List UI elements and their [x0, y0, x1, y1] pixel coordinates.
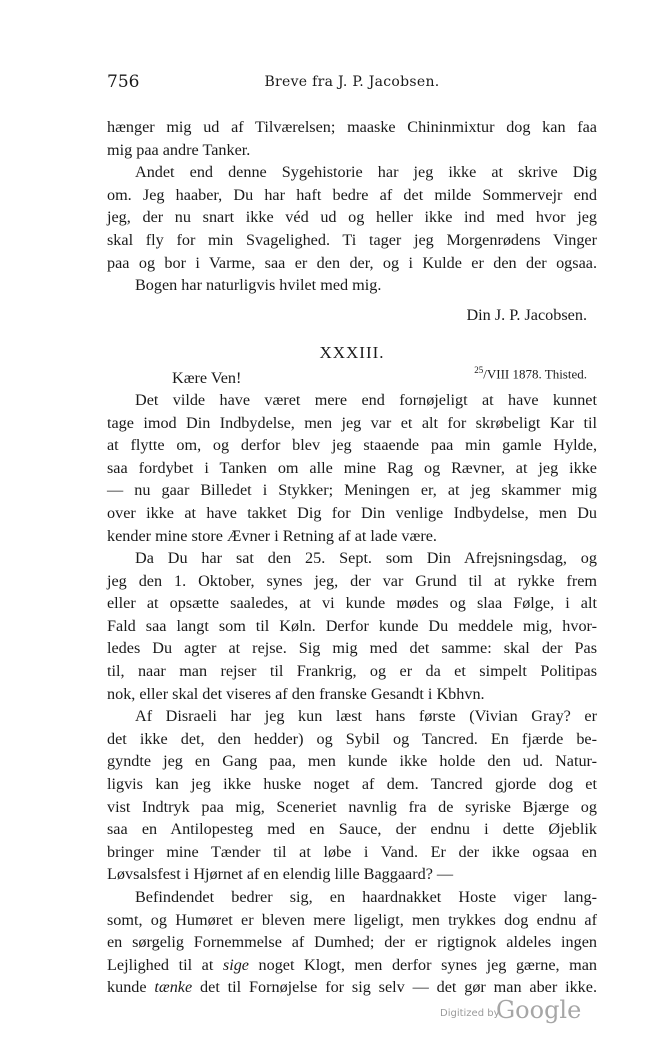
italic-word: tænke	[154, 978, 193, 997]
text-line: Det vilde have været mere end fornøjeligt at have kunnet	[135, 390, 597, 409]
text-line: Løvsalsfest i Hjørnet af en elendig lille Baggaard? —	[107, 865, 454, 884]
date-day: 25	[474, 364, 484, 375]
text-line: — nu gaar Billedet i Stykker; Meningen er, at jeg skammer mig	[107, 481, 597, 500]
signature: Din J. P. Jacobsen.	[466, 305, 587, 324]
page-number: 756	[107, 72, 140, 92]
italic-word: sige	[222, 955, 249, 974]
text-line: vist Indtryk paa mig, Sceneriet navnlig fra de syriske Bjærge og	[107, 797, 597, 816]
text-line: kender mine store Ævner i Retning af at lade være.	[107, 526, 437, 545]
text-line: ligvis kan jeg ikke huske noget af dem. Tancred gjorde dog et	[107, 775, 597, 794]
text-line: Bogen har naturligvis hvilet med mig.	[135, 276, 382, 295]
text-line: om. Jeg haaber, Du har haft bedre af det milde Sommervejr end	[107, 185, 597, 204]
date-rest: /VIII 1878. Thisted.	[483, 366, 587, 382]
salutation-row	[107, 365, 597, 389]
text-line: mig paa andre Tanker.	[107, 140, 251, 159]
text-segment: Lejlighed til at	[107, 955, 223, 974]
text-segment: noget Klogt, men derfor synes jeg gærne, man	[248, 955, 597, 974]
text-line: Da Du har sat den 25. Sept. som Din Afrejsningsdag, og	[135, 549, 597, 568]
text-line: jeg den 1. Oktober, synes jeg, der var Grund til at rykke frem	[107, 571, 597, 590]
text-line: jeg, der nu snart ikke véd ud og heller ikke ind med hvor jeg	[107, 208, 597, 227]
text-line: nok, eller skal det viseres af den franske Gesandt i Kbhvn.	[107, 684, 485, 703]
text-line: paa og bor i Varme, saa er den der, og i Kulde er den der ogsaa.	[107, 253, 597, 272]
text-line: eller at opsætte saaledes, at vi kunde mødes og slaa Følge, i alt	[107, 594, 597, 613]
letter-number: XXXIII.	[319, 343, 385, 363]
text-line: ledes Du agter at rejse. Sig mig med det samme: skal der Pas	[107, 639, 597, 658]
text-line: somt, og Humøret er bleven mere ligeligt, men trykkes dog endnu af	[107, 910, 597, 929]
digitized-by-label: Digitized by	[440, 1008, 500, 1019]
text-line	[107, 954, 597, 977]
text-line: over ikke at have takket Dig for Din venlige Indbydelse, men Du	[107, 503, 597, 522]
text-segment: kunde	[107, 978, 155, 997]
text-line: Befindendet bedrer sig, en haardnakket Hoste viger lang-	[135, 888, 597, 906]
google-logo: Google	[496, 996, 582, 1024]
text-line: Af Disraeli har jeg kun læst hans første (Vivian Gray? er	[135, 707, 597, 726]
digitized-watermark	[440, 994, 600, 1034]
text-line: Andet end denne Sygehistorie har jeg ikke at skrive Dig	[135, 163, 597, 182]
salutation: Kære Ven!	[172, 368, 242, 387]
text-segment: det til Fornøjelse for sig selv — det gør man aber ikke.	[192, 978, 597, 997]
text-line: gyndte jeg en Gang paa, men kunde ikke holde den ud. Natur-	[107, 752, 597, 771]
text-line: hænger mig ud af Tilværelsen; maaske Chininmixtur dog kan faa	[107, 118, 597, 136]
page-header	[107, 72, 597, 96]
text-line: at flytte om, og derfor blev jeg staaende paa min gamle Hylde,	[107, 436, 597, 455]
letter-text	[107, 116, 597, 999]
running-title: Breve fra J. P. Jacobsen.	[264, 74, 440, 90]
text-line: en sørgelig Fornemmelse af Dumhed; der er rigtignok aldeles ingen	[107, 933, 597, 952]
dateline	[474, 359, 587, 386]
text-line: skal fly for min Svagelighed. Ti tager jeg Morgenrødens Vinger	[107, 230, 597, 249]
text-line: tage imod Din Indbydelse, men jeg var et alt for skrøbeligt Kar til	[107, 413, 597, 432]
text-line: saa en Antilopesteg med en Sauce, der endnu i dette Øjeblik	[107, 820, 597, 839]
text-line: det ikke det, den hedder) og Sybil og Tancred. En fjærde be-	[107, 729, 597, 748]
text-line: saa fordybet i Tanken om alle mine Rag og Rævner, at jeg ikke	[107, 458, 597, 477]
text-line: bringer mine Tænder til at løbe i Vand. Er der ikke ogsaa en	[107, 842, 597, 861]
text-line: til, naar man rejser til Frankrig, og er da et simpelt Politipas	[107, 662, 597, 681]
text-line: Fald saa langt som til Køln. Derfor kunde Du meddele mig, hvor-	[107, 616, 597, 635]
